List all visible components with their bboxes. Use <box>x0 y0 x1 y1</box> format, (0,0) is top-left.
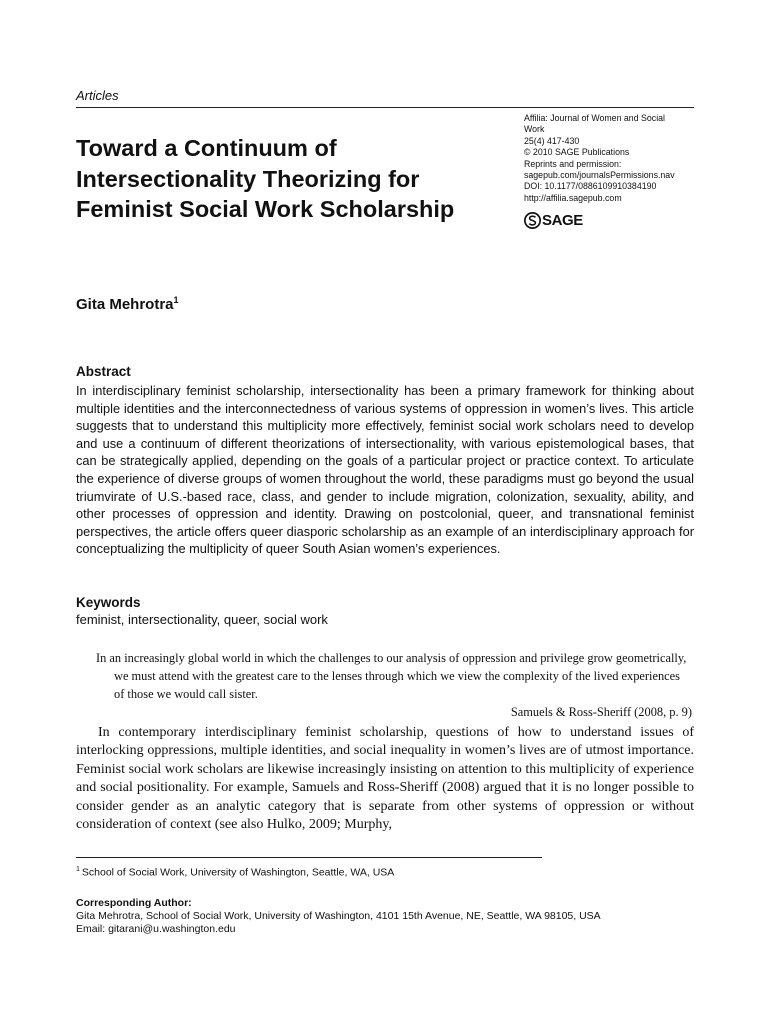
footnote <box>76 866 394 879</box>
header-rule <box>76 107 694 108</box>
section-label: Articles <box>76 88 119 103</box>
epigraph-source: Samuels & Ross-Sheriff (2008, p. 9) <box>510 705 692 719</box>
permissions-link[interactable]: sagepub.com/journalsPermissions.nav <box>524 170 675 181</box>
footnote-mark: 1 <box>76 866 80 873</box>
corresponding-author-address: Gita Mehrotra, School of Social Work, University of Washington, 4101 15th Avenue, NE, Seattle, WA 98105, USA <box>76 909 601 922</box>
journal-name-line-2: Work <box>524 124 545 135</box>
author <box>76 295 179 313</box>
sage-logo <box>524 212 583 229</box>
epigraph <box>96 649 692 721</box>
author-name: Gita Mehrotra <box>76 296 174 313</box>
journal-volume-pages: 25(4) 417-430 <box>524 135 580 146</box>
journal-info-block <box>524 113 704 204</box>
journal-url[interactable]: http://affilia.sagepub.com <box>524 192 622 203</box>
sage-logo-icon <box>524 212 541 229</box>
keywords-heading: Keywords <box>76 595 141 610</box>
epigraph-quote: In an increasingly global world in which the challenges to our analysis of oppression and privilege grow geometrically, we must attend with the greatest care to the lenses through which we view the complexity of the lived experiences of those we would call sister. <box>96 651 687 701</box>
journal-name-line-1: Affilia: Journal of Women and Social <box>524 113 665 123</box>
article-title: Toward a Continuum of Intersectionality Theorizing for Feminist Social Work Scholarship <box>76 135 455 222</box>
corresponding-author-block <box>76 897 601 935</box>
reprints-label: Reprints and permission: <box>524 158 622 169</box>
doi[interactable]: DOI: 10.1177/0886109910384190 <box>524 181 657 192</box>
journal-copyright: © 2010 SAGE Publications <box>524 147 630 158</box>
footnote-rule <box>76 857 542 858</box>
keywords-text: feminist, intersectionality, queer, social work <box>76 612 328 627</box>
corresponding-author-email[interactable]: Email: gitarani@u.washington.edu <box>76 922 236 935</box>
abstract-text: In interdisciplinary feminist scholarship, intersectionality has been a primary framework for thinking about multiple identities and the interconnectedness of various systems of oppression in women’s lives. This article suggests that to understand this multiplicity more effectively, feminist social work scholars need to develop and use a continuum of different theorizations of intersectionality, with various epistemological bases, that can be strategically applied, depending on the goals of a particular project or practice context. To articulate the experience of diverse groups of women throughout the world, these paradigms must go beyond the usual triumvirate of U.S.-based race, class, and gender to include migration, colonization, sexuality, ability, and other processes of oppression and identity. Drawing on postcolonial, queer, and transnational feminist perspectives, the article offers queer diasporic scholarship as an example of an interdisciplinary approach for conceptualizing the multiplicity of queer South Asian women’s experiences. <box>76 383 694 557</box>
corresponding-author-heading: Corresponding Author: <box>76 897 192 909</box>
abstract-heading: Abstract <box>76 364 131 379</box>
footnote-text: School of Social Work, University of Washington, Seattle, WA, USA <box>81 866 395 879</box>
body-paragraph: In contemporary interdisciplinary feminist scholarship, questions of how to understand issues of interlocking oppressions, multiple identities, and social inequality in women’s lives are of utmost importance. Feminist social work scholars are likewise increasingly insisting on attention to this multiplicity of experience and social positionality. For example, Samuels and Ross-Sheriff (2008) argued that it is no longer possible to consider gender as an analytic category that is separate from other systems of oppression or without consideration of context (see also Hulko, 2009; Murphy, <box>76 725 694 833</box>
sage-logo-text: SAGE <box>542 212 583 229</box>
author-affiliation-mark: 1 <box>173 295 179 305</box>
